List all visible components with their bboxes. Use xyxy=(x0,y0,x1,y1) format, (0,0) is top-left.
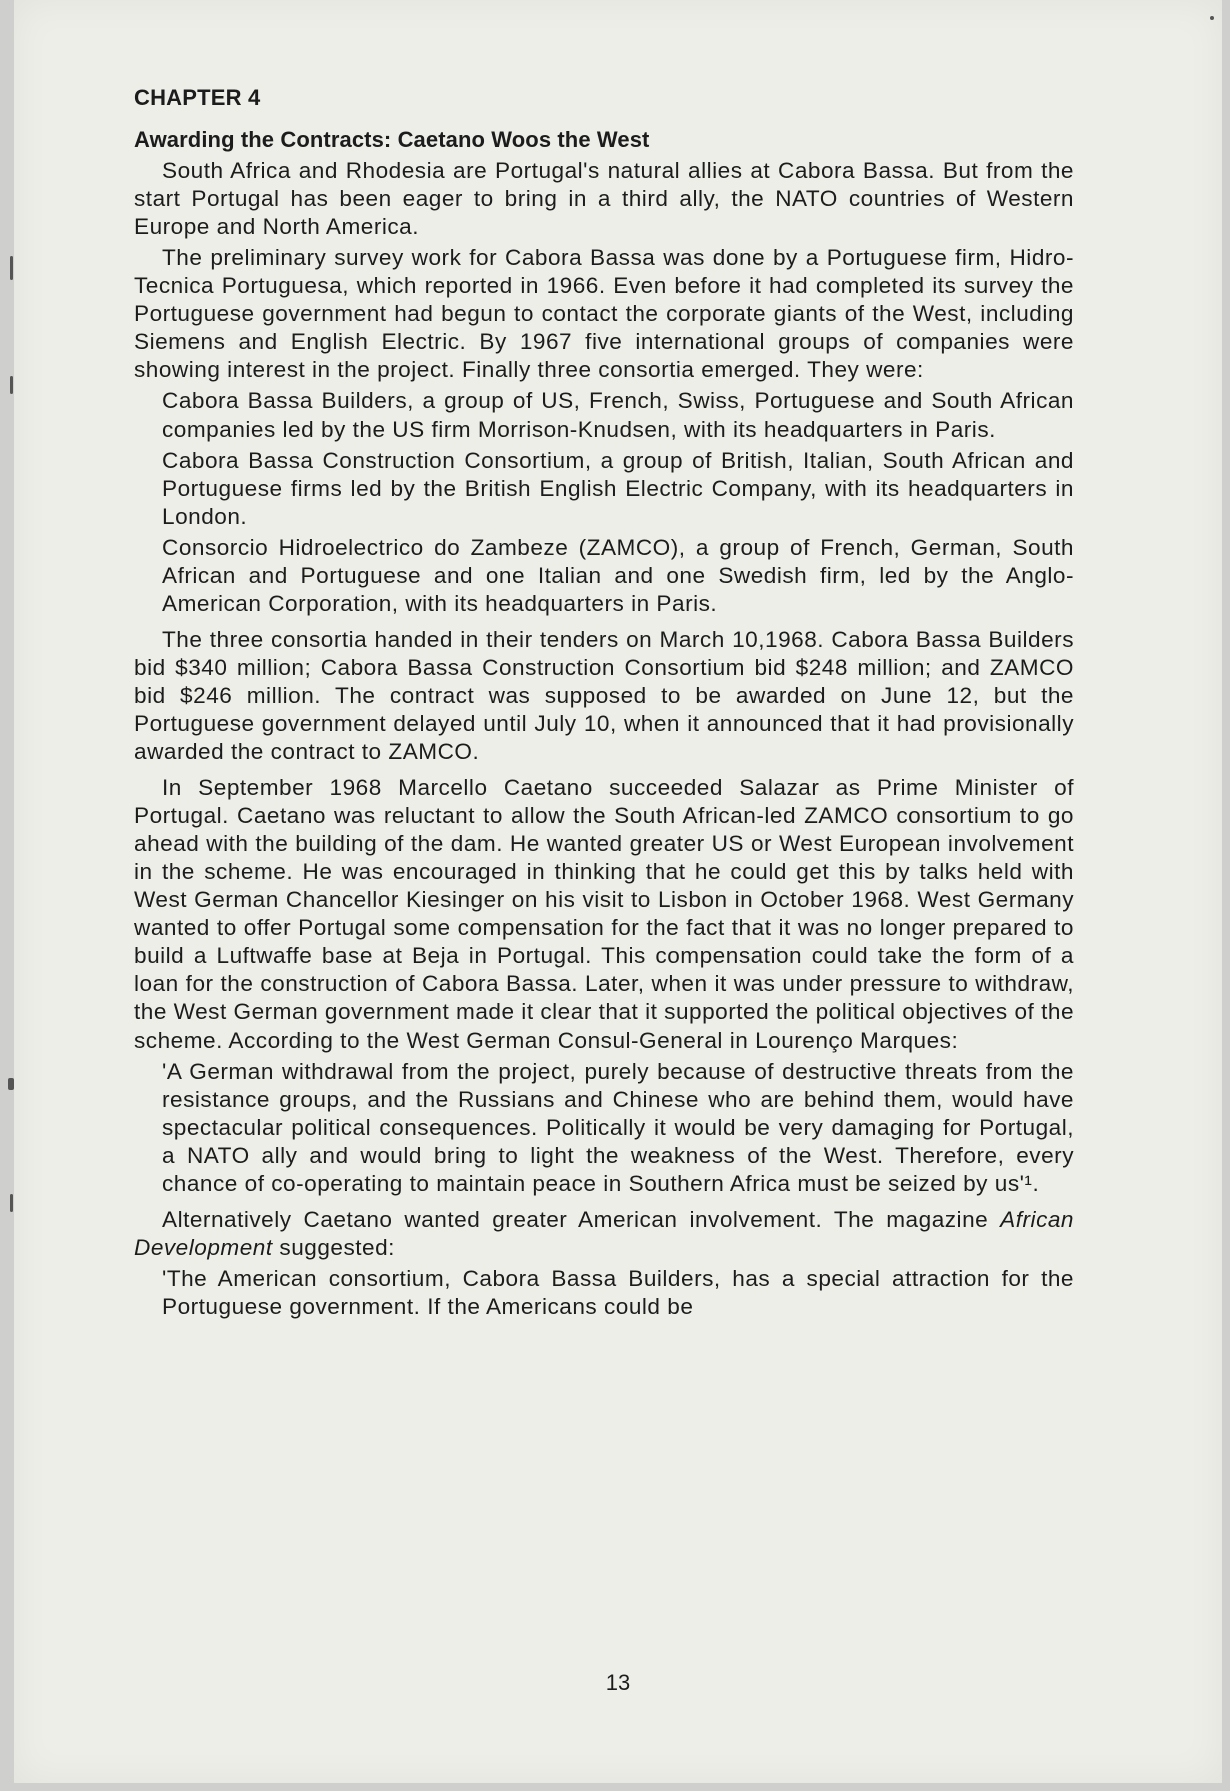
consortium-item: Cabora Bassa Builders, a group of US, French, Swiss, Portuguese and South African companies led by the US firm Morrison-Knudsen, with its headquarters in Paris. xyxy=(162,388,1074,442)
chapter-title: Awarding the Contracts: Caetano Woos the West xyxy=(134,127,650,153)
paragraph-text: Alternatively Caetano wanted greater American involvement. The magazine xyxy=(162,1206,1001,1232)
text-column xyxy=(134,84,1074,1324)
consortium-item: Consorcio Hidroelectrico do Zambeze (ZAMCO), a group of French, German, South African and Portuguese and one Italian and one Swedish firm, led by the Anglo-American Corporation, with its headquarters in Paris. xyxy=(162,534,1074,616)
magazine-title: African Development xyxy=(134,1206,1074,1260)
quotation: 'A German withdrawal from the project, purely because of destructive threats from the resistance groups, and the Russians and Chinese who are behind them, would have spectacular political consequences. Politically it would be very damaging for Portugal, a NATO ally and would bring to light the weakness of the West. Therefore, every chance of co-operating to maintain peace in Southern Africa must be seized by us'¹. xyxy=(162,1058,1074,1196)
margin-mark xyxy=(10,376,13,394)
paragraph: The preliminary survey work for Cabora Bassa was done by a Portuguese firm, Hidro-Tecnica Portuguesa, which reported in 1966. Even before it had completed its survey the Portuguese government had begun to contact the corporate giants of the West, including Siemens and English Electric. By 1967 five international groups of companies were showing interest in the project. Finally three consortia emerged. They were: xyxy=(134,245,1074,383)
paragraph-text: suggested: xyxy=(272,1234,395,1260)
paragraph: In September 1968 Marcello Caetano succeeded Salazar as Prime Minister of Portugal. Caetano was reluctant to allow the South African-led ZAMCO consortium to go ahead with the building of the dam. He wanted greater US or West European involvement in the scheme. He was encouraged in thinking that he could get this by talks held with West German Chancellor Kiesinger on his visit to Lisbon in October 1968. West Germany wanted to offer Portugal some compensation for the fact that it was no longer prepared to build a Luftwaffe base at Beja in Portugal. This compensation could take the form of a loan for the construction of Cabora Bassa. Later, when it was under pressure to withdraw, the West German government made it clear that it supported the political objectives of the scheme. According to the West German Consul-General in Lourenço Marques: xyxy=(134,775,1075,1053)
margin-mark xyxy=(8,1078,14,1090)
page xyxy=(14,0,1222,1783)
paragraph xyxy=(134,1206,1074,1262)
margin-mark xyxy=(10,256,13,280)
paragraph: The three consortia handed in their tenders on March 10,1968. Cabora Bassa Builders bid $340 million; Cabora Bassa Construction Consortium bid $248 million; and ZAMCO bid $246 million. The contract was supposed to be awarded on June 12, but the Portuguese government delayed until July 10, when it announced that it had provisionally awarded the contract to ZAMCO. xyxy=(134,626,1074,765)
quotation: 'The American consortium, Cabora Bassa Builders, has a special attraction for the Portuguese government. If the Americans could be xyxy=(162,1265,1074,1319)
consortium-item: Cabora Bassa Construction Consortium, a group of British, Italian, South African and Portuguese firms led by the British English Electric Company, with its headquarters in London. xyxy=(162,447,1074,529)
chapter-heading: CHAPTER 4 xyxy=(134,85,261,110)
margin-mark xyxy=(10,1194,13,1212)
page-number: 13 xyxy=(605,1670,631,1695)
paragraph: South Africa and Rhodesia are Portugal's natural allies at Cabora Bassa. But from the start Portugal has been eager to bring in a third ally, the NATO countries of Western Europe and North America. xyxy=(134,158,1074,240)
margin-dot xyxy=(1210,16,1214,20)
